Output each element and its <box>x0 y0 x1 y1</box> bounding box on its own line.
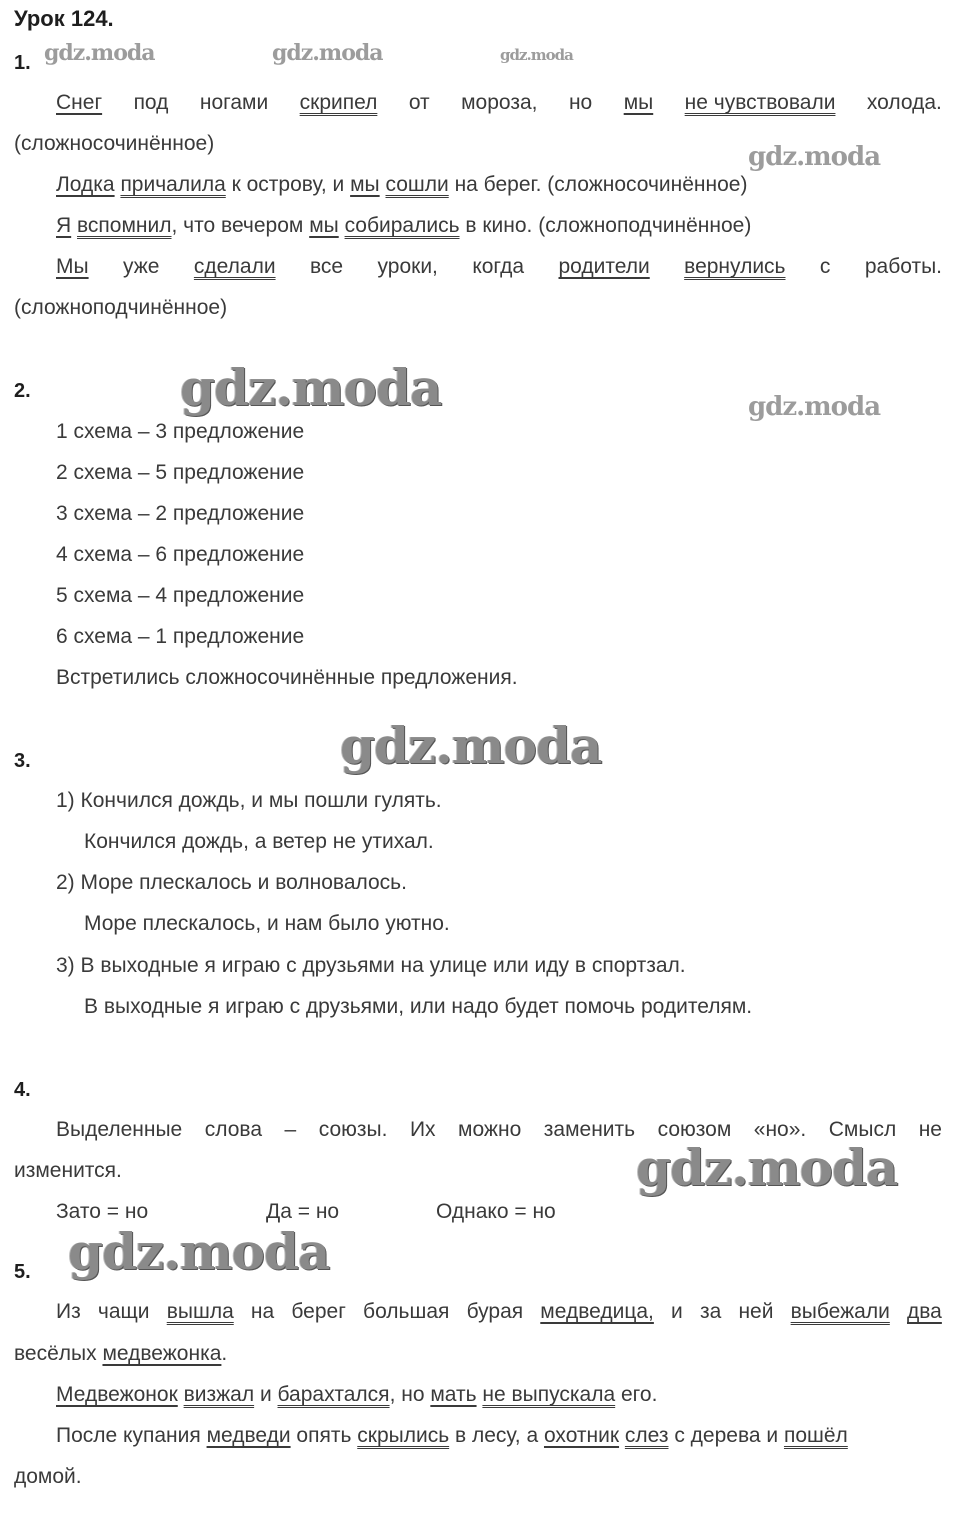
subject-word: Мы <box>56 255 89 278</box>
sentence-line <box>56 254 942 280</box>
word: и <box>671 1300 683 1323</box>
word: Выделенные <box>56 1118 183 1141</box>
predicate-word: скрылись <box>357 1424 450 1447</box>
subject-word: медвежонка <box>102 1342 222 1365</box>
sentence-line <box>56 172 747 198</box>
predicate-word: визжал <box>183 1383 255 1406</box>
word: Смысл <box>828 1118 897 1141</box>
word: слова <box>204 1118 263 1141</box>
answer-line: 1) Кончился дождь, и мы пошли гулять. <box>56 789 442 812</box>
text: весёлых <box>14 1342 103 1365</box>
watermark: gdz.moda <box>180 358 442 417</box>
text: , что вечером <box>171 214 310 237</box>
sentence-line: домой. <box>14 1465 82 1488</box>
text: опять <box>290 1424 358 1447</box>
word: Их <box>409 1118 436 1141</box>
subject-word: два <box>907 1300 942 1323</box>
word: когда <box>472 255 525 278</box>
word: уже <box>123 255 160 278</box>
sentence-type: (сложносочинённое) <box>14 132 215 155</box>
watermark: gdz.moda <box>340 716 602 775</box>
answer-line: 3) В выходные я играю с друзьями на улице или иду в спортзал. <box>56 954 686 977</box>
answer-line: 4 схема – 6 предложение <box>56 543 305 566</box>
text: в лесу, а <box>449 1424 544 1447</box>
predicate-word: не выпускала <box>482 1383 616 1406</box>
word: «но». <box>753 1118 807 1141</box>
word: не <box>918 1118 942 1141</box>
text: его. <box>615 1383 658 1406</box>
word: берег <box>291 1300 346 1323</box>
word: все <box>309 255 344 278</box>
watermark: gdz.moda <box>44 40 155 66</box>
word: мороза, <box>461 91 538 114</box>
word: на <box>250 1300 275 1323</box>
equation: Да = но <box>266 1200 340 1223</box>
task-number: 3. <box>14 750 31 772</box>
word: холода. <box>866 91 942 114</box>
subject-word: Медвежонок <box>56 1383 178 1406</box>
sentence-line <box>56 213 751 239</box>
word: чащи <box>97 1300 150 1323</box>
predicate-word: пошёл <box>783 1424 848 1447</box>
word: уроки, <box>377 255 438 278</box>
task-number: 5. <box>14 1261 31 1283</box>
watermark: gdz.moda <box>748 392 881 422</box>
answer-line: 2 схема – 5 предложение <box>56 461 305 484</box>
sentence-line <box>56 1382 657 1408</box>
word: под <box>133 91 169 114</box>
predicate-word: не чувствовали <box>684 91 836 114</box>
word: за <box>699 1300 722 1323</box>
answer-line: Кончился дождь, а ветер не утихал. <box>84 830 434 853</box>
predicate-word: выбежали <box>790 1300 890 1323</box>
equation: Зато = но <box>56 1200 149 1223</box>
word: но <box>568 91 593 114</box>
paragraph-line: изменится. <box>14 1159 122 1182</box>
predicate-word: вышла <box>166 1300 234 1323</box>
sentence-line <box>56 1299 942 1325</box>
predicate-word: вспомнил <box>77 214 172 237</box>
answer-line: 5 схема – 4 предложение <box>56 584 305 607</box>
subject-word: мы <box>623 91 654 114</box>
text: в кино. (сложноподчинённое) <box>459 214 752 237</box>
sentence-line <box>56 90 942 116</box>
watermark: gdz.moda <box>636 1138 898 1197</box>
watermark: gdz.moda <box>748 142 881 172</box>
word: ней <box>738 1300 774 1323</box>
subject-word: медведи <box>206 1424 291 1447</box>
word: бурая <box>466 1300 524 1323</box>
answer-line: 1 схема – 3 предложение <box>56 420 305 443</box>
word: с <box>819 255 831 278</box>
predicate-word: вернулись <box>684 255 786 278</box>
text: После купания <box>56 1424 207 1447</box>
subject-word: Снег <box>56 91 103 114</box>
predicate-word: сделали <box>193 255 276 278</box>
predicate-word: причалила <box>120 173 226 196</box>
word: от <box>408 91 430 114</box>
task-number: 2. <box>14 380 31 402</box>
text: на берег. (сложносочинённое) <box>448 173 748 196</box>
subject-word: родители <box>558 255 650 278</box>
text: к острову, и <box>225 173 351 196</box>
answer-conclusion: Встретились сложносочинённые предложения. <box>56 666 518 689</box>
sentence-line <box>56 1423 942 1449</box>
subject-word: Я <box>56 214 72 237</box>
page-title: Урок 124. <box>14 6 114 31</box>
word: работы. <box>864 255 942 278</box>
word: заменить <box>543 1118 636 1141</box>
answer-line: 6 схема – 1 предложение <box>56 625 305 648</box>
watermark: gdz.moda <box>500 46 573 64</box>
word: Из <box>56 1300 81 1323</box>
subject-word: мы <box>350 173 380 196</box>
predicate-word: скрипел <box>299 91 378 114</box>
task-number: 4. <box>14 1079 31 1101</box>
watermark: gdz.moda <box>272 40 383 66</box>
subject-word: медведица, <box>540 1300 654 1323</box>
subject-word: мы <box>309 214 339 237</box>
word: – <box>284 1118 297 1141</box>
predicate-word: сошли <box>385 173 449 196</box>
word: можно <box>458 1118 522 1141</box>
word: ногами <box>199 91 269 114</box>
word: союзом <box>657 1118 732 1141</box>
word: союзы. <box>318 1118 388 1141</box>
answer-line: Море плескалось, и нам было уютно. <box>84 912 450 935</box>
answer-line: В выходные я играю с друзьями, или надо будет помочь родителям. <box>84 995 753 1018</box>
equation: Однако = но <box>436 1200 556 1223</box>
text: . <box>221 1342 228 1365</box>
task-number: 1. <box>14 52 31 74</box>
paragraph-line <box>56 1117 942 1143</box>
predicate-word: собирались <box>344 214 460 237</box>
answer-line: 2) Море плескалось и волновалось. <box>56 871 407 894</box>
subject-word: Лодка <box>56 173 115 196</box>
text: , но <box>389 1383 431 1406</box>
answer-line: 3 схема – 2 предложение <box>56 502 305 525</box>
subject-word: мать <box>430 1383 477 1406</box>
text: с дерева и <box>668 1424 784 1447</box>
predicate-word: слез <box>624 1424 669 1447</box>
sentence-line <box>14 1341 227 1367</box>
watermark: gdz.moda <box>68 1222 330 1281</box>
predicate-word: барахтался <box>277 1383 390 1406</box>
sentence-type: (сложноподчинённое) <box>14 296 228 319</box>
subject-word: охотник <box>543 1424 620 1447</box>
text: и <box>254 1383 278 1406</box>
word: большая <box>363 1300 450 1323</box>
